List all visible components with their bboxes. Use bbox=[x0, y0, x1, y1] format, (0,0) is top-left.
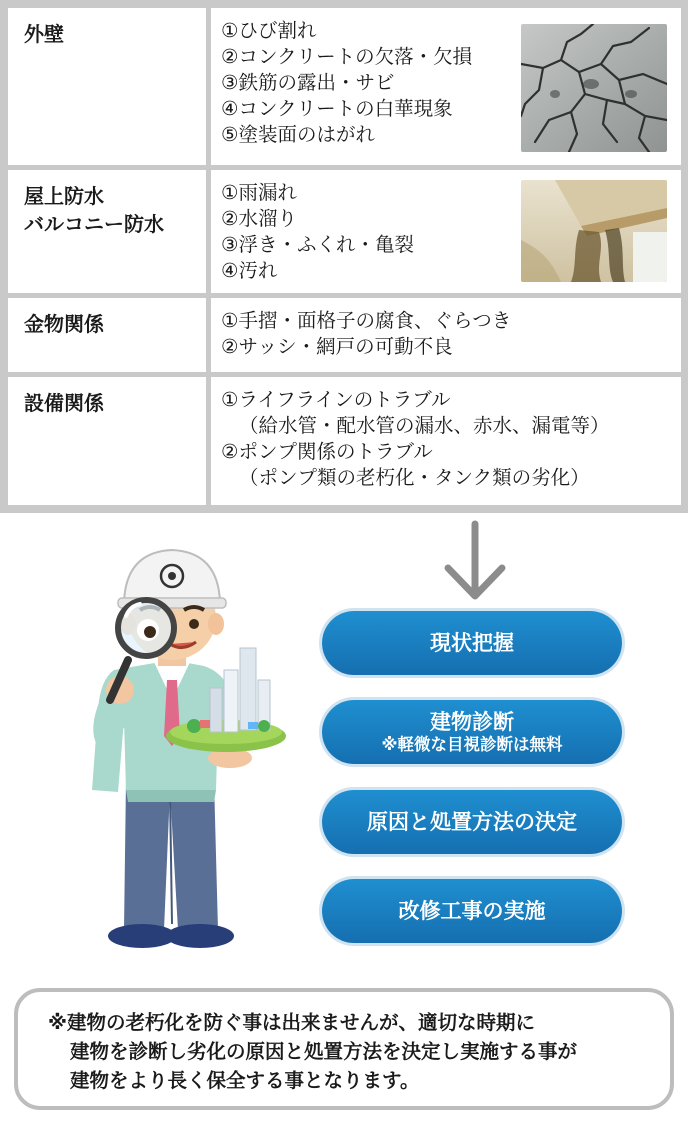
category-cell bbox=[8, 298, 206, 372]
note-line: ※建物の老朽化を防ぐ事は出来ませんが、適切な時期に bbox=[48, 1011, 535, 1034]
leak-stain-photo bbox=[521, 180, 667, 282]
step-label: 現状把握 bbox=[430, 631, 514, 655]
list-item: ④汚れ bbox=[221, 259, 278, 282]
table-row bbox=[0, 372, 688, 513]
down-arrow-icon bbox=[442, 520, 508, 604]
step-building-diagnosis bbox=[322, 700, 622, 764]
list-item: ④コンクリートの白華現象 bbox=[221, 97, 453, 120]
step-label: 改修工事の実施 bbox=[398, 899, 546, 923]
category-cell bbox=[8, 377, 206, 505]
category-label: 外壁 bbox=[24, 22, 64, 46]
category-label: 屋上防水 バルコニー防水 bbox=[24, 184, 164, 236]
list-item: ③浮き・ふくれ・亀裂 bbox=[221, 233, 414, 256]
category-label: 金物関係 bbox=[24, 312, 104, 336]
inspection-table bbox=[0, 0, 688, 513]
note-line: 建物をより長く保全する事となります。 bbox=[70, 1069, 420, 1092]
category-label: 設備関係 bbox=[24, 391, 104, 415]
list-item: ②コンクリートの欠落・欠損 bbox=[221, 45, 473, 68]
cracked-wall-photo bbox=[521, 24, 667, 152]
list-item: ①手摺・面格子の腐食、ぐらつき bbox=[221, 309, 512, 332]
list-item: ①ひび割れ bbox=[221, 19, 317, 42]
list-item: ②水溜り bbox=[221, 207, 297, 230]
list-item: ③鉄筋の露出・サビ bbox=[221, 71, 395, 94]
inspector-illustration bbox=[54, 540, 286, 956]
category-cell bbox=[8, 8, 206, 165]
list-item: ⑤塗装面のはがれ bbox=[221, 123, 375, 146]
list-item: ①ライフラインのトラブル bbox=[221, 388, 451, 411]
items-cell bbox=[211, 298, 681, 372]
step-label: 原因と処置方法の決定 bbox=[367, 810, 577, 834]
items-cell bbox=[211, 377, 681, 505]
note-box bbox=[14, 988, 674, 1110]
list-item: （給水管・配水管の漏水、赤水、漏電等） bbox=[239, 414, 610, 437]
list-item: ②ポンプ関係のトラブル bbox=[221, 440, 433, 463]
category-cell bbox=[8, 170, 206, 293]
list-item: ②サッシ・網戸の可動不良 bbox=[221, 335, 453, 358]
step-label: 建物診断 bbox=[430, 710, 514, 734]
step-current-status bbox=[322, 611, 622, 675]
list-item: ①雨漏れ bbox=[221, 181, 297, 204]
step-cause-and-treatment bbox=[322, 790, 622, 854]
step-sub-label: ※軽微な目視診断は無料 bbox=[381, 735, 563, 754]
step-repair-work bbox=[322, 879, 622, 943]
table-row bbox=[0, 165, 688, 293]
table-row bbox=[0, 0, 688, 165]
list-item: （ポンプ類の老朽化・タンク類の劣化） bbox=[239, 466, 590, 489]
table-row bbox=[0, 293, 688, 372]
note-line: 建物を診断し劣化の原因と処置方法を決定し実施する事が bbox=[70, 1040, 578, 1063]
